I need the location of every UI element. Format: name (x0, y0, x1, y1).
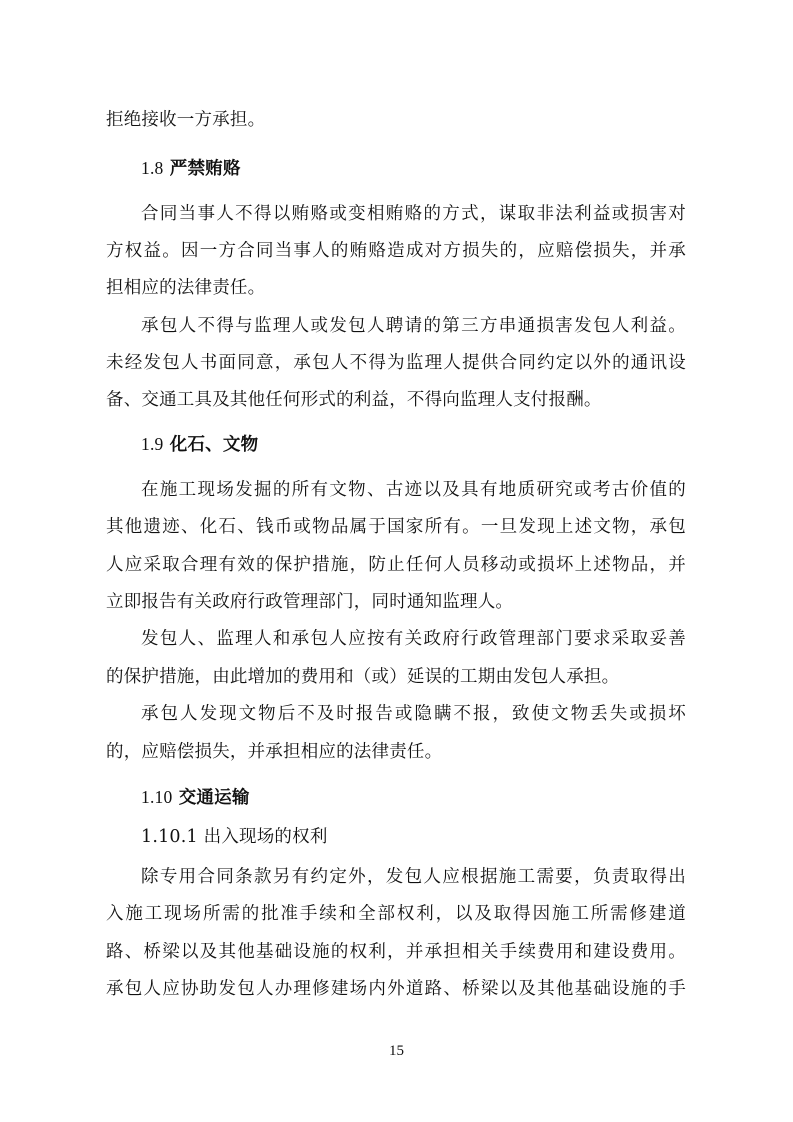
section-number: 1.8 (141, 158, 164, 178)
text-line: 合同当事人不得以贿赂或变相贿赂的方式，谋取非法利益或损害对 (141, 204, 686, 224)
text-line: 立即报告有关政府行政管理部门，同时通知监理人。 (106, 592, 514, 612)
text-line: 其他遗迹、化石、钱币或物品属于国家所有。一旦发现上述文物，承包 (106, 517, 686, 537)
text-line: 方权益。因一方合同当事人的贿赂造成对方损失的，应赔偿损失，并承 (106, 241, 686, 261)
subsection-heading-1-10-1: 1.10.1 出入现场的权利 (141, 827, 328, 847)
page-number: 15 (389, 1043, 404, 1059)
section-heading-1-9 (141, 433, 721, 456)
section-heading-1-8 (141, 157, 721, 180)
section-title: 严禁贿赂 (169, 159, 241, 179)
text-line: 承包人应协助发包人办理修建场内外道路、桥梁以及其他基础设施的手 (106, 979, 686, 999)
text-line: 的保护措施，由此增加的费用和（或）延误的工期由发包人承担。 (106, 667, 620, 687)
text-line: 人应采取合理有效的保护措施，防止任何人员移动或损坏上述物品，并 (106, 555, 686, 575)
text-line: 路、桥梁以及其他基础设施的权利，并承担相关手续费用和建设费用。 (106, 942, 686, 962)
text-line: 未经发包人书面同意，承包人不得为监理人提供合同约定以外的通讯设 (106, 353, 686, 373)
text-line: 备、交通工具及其他任何形式的利益，不得向监理人支付报酬。 (106, 390, 602, 410)
text-line: 的，应赔偿损失，并承担相应的法律责任。 (106, 742, 443, 762)
text-line: 承包人发现文物后不及时报告或隐瞒不报，致使文物丢失或损坏 (141, 704, 686, 724)
text-line: 拒绝接收一方承担。 (106, 110, 266, 130)
text-line: 在施工现场发掘的所有文物、古迹以及具有地质研究或考古价值的 (141, 480, 686, 500)
text-line: 承包人不得与监理人或发包人聘请的第三方串通损害发包人利益。 (141, 316, 686, 336)
text-line: 担相应的法律责任。 (106, 278, 266, 298)
text-line: 除专用合同条款另有约定外，发包人应根据施工需要，负责取得出 (141, 867, 686, 887)
section-number: 1.9 (141, 434, 164, 454)
section-heading-1-10 (141, 786, 721, 809)
text-line: 发包人、监理人和承包人应按有关政府行政管理部门要求采取妥善 (141, 629, 686, 649)
text-line: 入施工现场所需的批准手续和全部权利，以及取得因施工所需修建道 (106, 904, 686, 924)
section-title: 交通运输 (178, 788, 250, 808)
section-number: 1.10 (141, 787, 173, 807)
section-title: 化石、文物 (169, 435, 259, 455)
